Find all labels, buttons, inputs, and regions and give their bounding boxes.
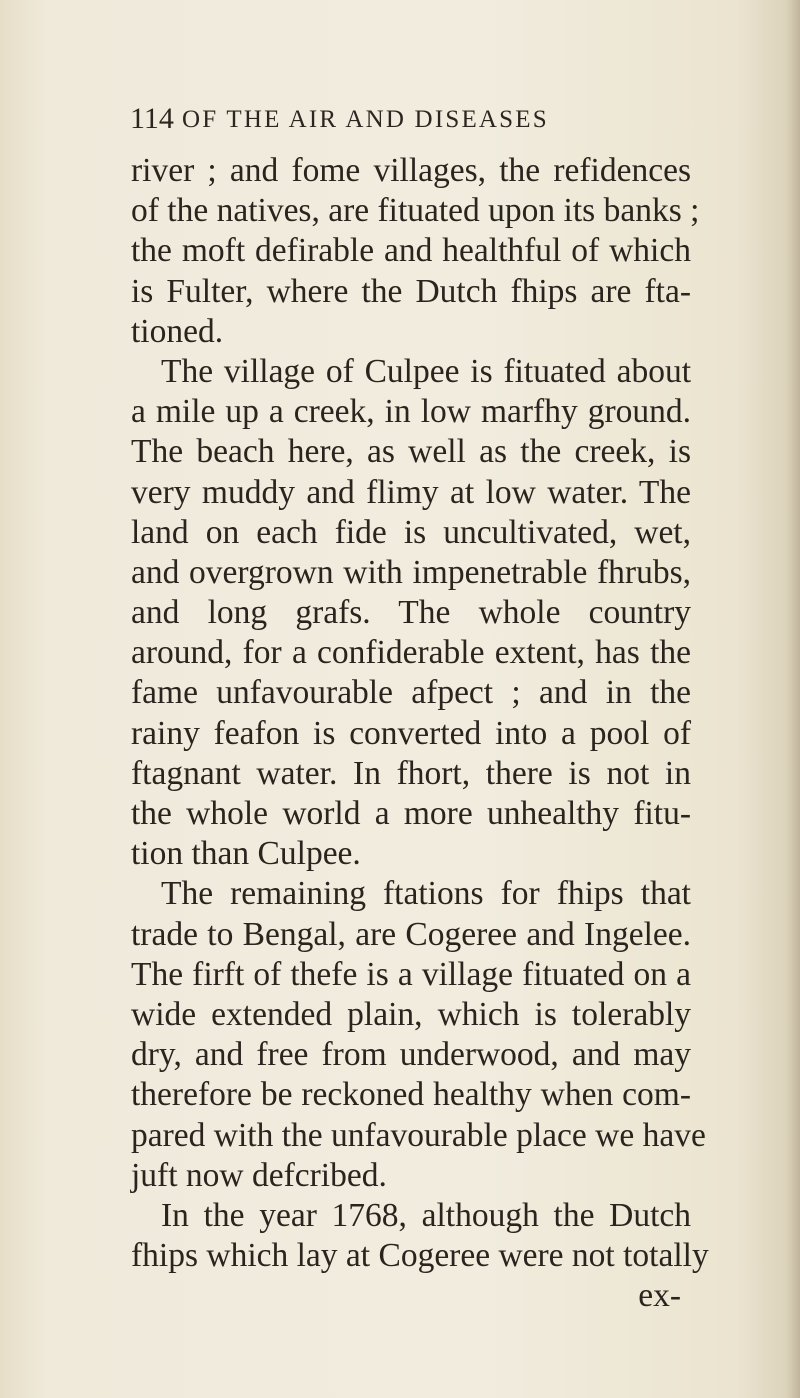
text-line: of the natives, are fituated upon its banks ; [131, 192, 700, 230]
text-line: The village of Culpee is fituated about [161, 352, 691, 390]
text-line: fhips which lay at Cogeree were not totally [131, 1237, 709, 1275]
running-head: OF THE AIR AND DISEASES [182, 106, 549, 133]
text-line: very muddy and flimy at low water. The [131, 473, 691, 511]
catchword: ex- [638, 1277, 681, 1315]
text-line: therefore be reckoned healthy when com- [131, 1076, 691, 1114]
text-line: The firft of thefe is a village fituated on a [131, 955, 691, 993]
text-line: land on each fide is uncultivated, wet, [131, 513, 691, 551]
text-line: The remaining ftations for fhips that [161, 875, 691, 913]
page-edge-shadow [786, 0, 800, 1398]
text-line: river ; and fome villages, the refidences [131, 152, 691, 189]
text-line: tion than Culpee. [131, 835, 361, 873]
text-line: ftagnant water. In fhort, there is not in [131, 754, 691, 792]
page-header [130, 100, 730, 144]
text-line: trade to Bengal, are Cogeree and Ingelee. [131, 915, 691, 953]
text-line: and overgrown with impenetrable fhrubs, [131, 553, 691, 591]
text-line: and long grafs. The whole country [131, 594, 691, 632]
text-line: the whole world a more unhealthy fitu- [131, 795, 691, 832]
text-line: dry, and free from underwood, and may [131, 1036, 691, 1074]
text-line: In the year 1768, although the Dutch [161, 1196, 691, 1234]
text-line: rainy feafon is converted into a pool of [131, 714, 691, 752]
text-line: The beach here, as well as the creek, is [131, 433, 691, 471]
text-line: the moft defirable and healthful of which [131, 232, 691, 270]
text-line: wide extended plain, which is tolerably [131, 995, 691, 1033]
text-line: fame unfavourable afpect ; and in the [131, 674, 691, 712]
text-line: juft now defcribed. [131, 1156, 387, 1194]
body-text [131, 151, 709, 1316]
text-line: around, for a confiderable extent, has the [131, 634, 691, 672]
page-number: 114 [130, 102, 174, 135]
text-line: a mile up a creek, in low marfhy ground. [131, 393, 691, 431]
text-line: tioned. [131, 312, 224, 350]
text-line: pared with the unfavourable place we have [131, 1116, 706, 1154]
text-line: is Fulter, where the Dutch fhips are fta- [131, 272, 691, 310]
